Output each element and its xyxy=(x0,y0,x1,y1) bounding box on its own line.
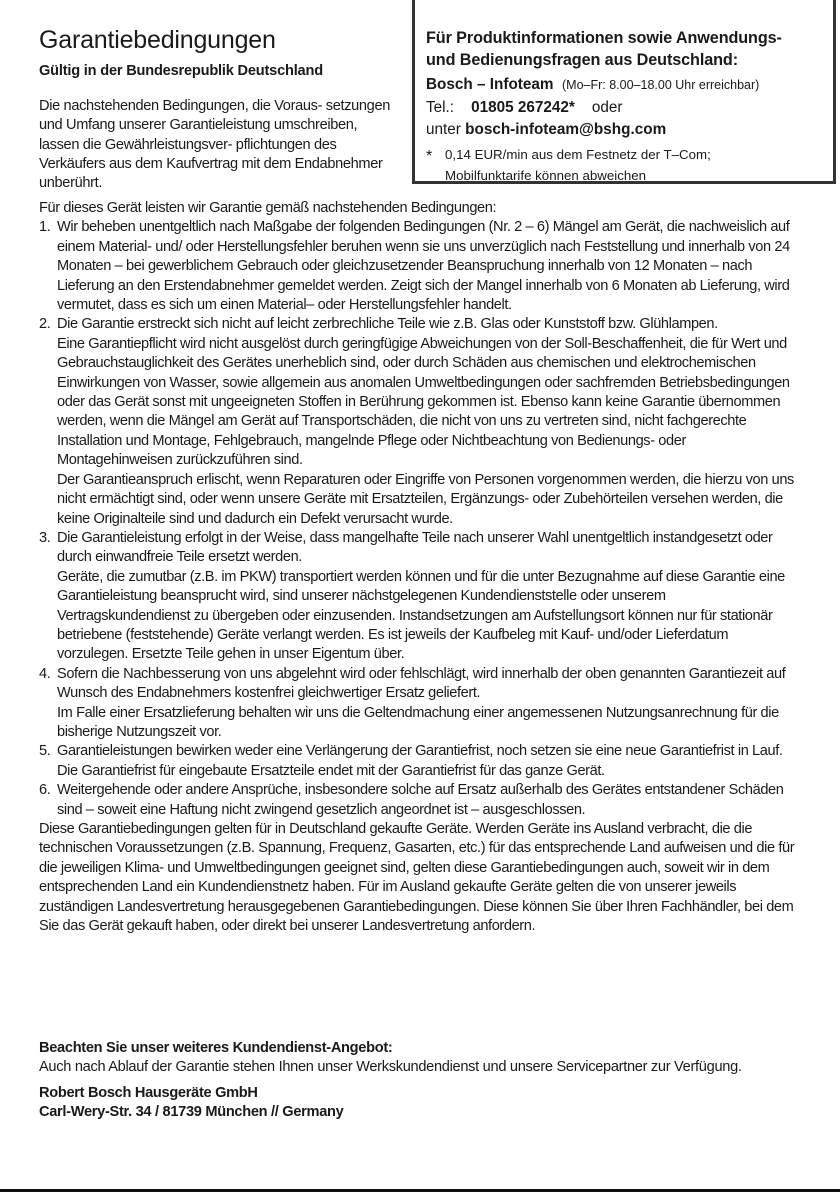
condition-paragraph: Im Falle einer Ersatzlieferung behalten wir uns die Geltendmachung einer angemessenen Nutzungsanrechnung für die bisherige Nutzungszeit vor. xyxy=(57,704,779,740)
asterisk-icon: * xyxy=(426,148,433,165)
condition-number: 3. xyxy=(39,529,51,546)
contact-note xyxy=(426,145,711,185)
contact-heading-line2: und Bedienungsfragen aus Deutschland: xyxy=(426,51,738,69)
warranty-conditions xyxy=(39,199,801,936)
condition-paragraph: Die Garantieleistung erfolgt in der Weise, dass mangelhafte Teile nach unserer Wahl unentgeltlich instandgesetzt oder durch einwandfreie Teile ersetzt werden. xyxy=(57,529,773,566)
condition-paragraph: Geräte, die zumutbar (z.B. im PKW) transportiert werden können und für die unter Bezugnahme auf diese Garantie eine Garantieleistung beansprucht wird, sind unserer nächstgelegenen Kundendienststelle oder unserem Vertragskundendienst zu übergeben oder einzusenden. Instandsetzungen am Aufstellungsort können nur für stationär betriebene (feststehende) Geräte verlangt werden. Es ist jeweils der Kaufbeleg mit Kauf- und/oder Lieferdatum vorzulegen. Ersetzte Teile gehen in unser Eigentum über. xyxy=(57,568,785,663)
page-title: Garantiebedingungen xyxy=(39,26,276,54)
condition-number: 1. xyxy=(39,219,51,236)
conditions-closing: Diese Garantiebedingungen gelten für in Deutschland gekaufte Geräte. Werden Geräte ins Ausland verbracht, die die technischen Voraussetzungen (z.B. Spannung, Frequenz, Gasarten, etc.) für das entsprechende Land aufweisen und die für die jeweiligen Klima- und Umweltbedingungen geeignet sind, gelten diese Garantiebedingungen auch, soweit wir in dem entsprechenden Land ein Kundendienstnetz haben. Für im Ausland gekaufte Geräte gelten die von unserer jeweils zuständigen Landesvertretung herausgegebenen Garantiebedingungen. Diese können Sie über Ihren Fachhändler, bei dem Sie das Gerät gekauft haben, oder direkt bei unserer Landesvertretung anfordern. xyxy=(39,821,795,935)
contact-email-prefix: unter xyxy=(426,121,461,138)
condition-item xyxy=(39,742,801,781)
contact-email-link[interactable]: bosch-infoteam@bshg.com xyxy=(465,121,667,138)
conditions-list xyxy=(39,218,801,820)
footer-text: Auch nach Ablauf der Garantie stehen Ihnen unser Werkskundendienst und unsere Servicepartner zur Verfügung. xyxy=(39,1059,742,1076)
company-address: Carl-Wery-Str. 34 / 81739 München // Germany xyxy=(39,1104,344,1121)
condition-item xyxy=(39,781,801,820)
contact-team: Bosch – Infoteam xyxy=(426,76,554,93)
condition-number: 4. xyxy=(39,665,51,682)
condition-item xyxy=(39,218,801,315)
intro-column xyxy=(39,26,399,193)
header-section xyxy=(0,0,840,190)
footer-section xyxy=(39,1039,801,1123)
contact-hours: (Mo–Fr: 8.00–18.00 Uhr erreichbar) xyxy=(562,78,760,92)
contact-tel-line xyxy=(426,99,622,117)
condition-number: 5. xyxy=(39,743,51,760)
contact-note-line1: 0,14 EUR/min aus dem Festnetz der T–Com; xyxy=(445,147,711,162)
contact-heading-line1: Für Produktinformationen sowie Anwendungs- xyxy=(426,29,782,47)
contact-team-line xyxy=(426,76,759,94)
contact-box xyxy=(412,0,836,184)
condition-paragraph: Garantieleistungen bewirken weder eine Verlängerung der Garantiefrist, noch setzen sie eine neue Garantiefrist in Lauf. Die Garantiefrist für eingebaute Ersatzteile endet mit der Garantiefrist für das ganze Gerät. xyxy=(57,743,783,779)
condition-paragraph: Sofern die Nachbesserung von uns abgelehnt wird oder fehlschlägt, wird innerhalb der oben genannten Garantiezeit auf Wunsch des Endabnehmers kostenfrei gleichwertiger Ersatz geliefert. xyxy=(57,665,786,702)
condition-paragraph: Die Garantie erstreckt sich nicht auf leicht zerbrechliche Teile wie z.B. Glas oder Kunststoff bzw. Glühlampen. xyxy=(57,316,718,333)
page-subtitle: Gültig in der Bundesrepublik Deutschland xyxy=(39,63,323,79)
condition-number: 2. xyxy=(39,316,51,333)
company-name: Robert Bosch Hausgeräte GmbH xyxy=(39,1084,258,1101)
contact-tel-or: oder xyxy=(591,99,623,116)
condition-number: 6. xyxy=(39,782,51,799)
condition-item xyxy=(39,315,801,528)
contact-tel-label: Tel.: xyxy=(426,99,455,116)
footer-heading: Beachten Sie unser weiteres Kundendienst-Angebot: xyxy=(39,1040,393,1056)
contact-heading xyxy=(426,27,782,71)
condition-paragraph: Wir beheben unentgeltlich nach Maßgabe der folgenden Bedingungen (Nr. 2 – 6) Mängel am Gerät, die nachweislich auf einem Material- und/ oder Herstellungsfehler beruhen wenn sie uns unverzüglich nach Feststellung und innerhalb von 24 Monaten – bei gewerblichem Gebrauch oder gleichzusetzender Beanspruchung innerhalb von 12 Monaten – nach Lieferung an den Erstendabnehmer gemeldet werden. Zeigt sich der Mangel innerhalb von 6 Monaten ab Lieferung, wird vermutet, dass es sich um einen Material– oder Herstellungsfehler handelt. xyxy=(57,219,790,314)
conditions-lead: Für dieses Gerät leisten wir Garantie gemäß nachstehenden Bedingungen: xyxy=(39,200,497,216)
contact-note-line2: Mobilfunktarife können abweichen xyxy=(445,168,647,183)
condition-item xyxy=(39,529,801,665)
condition-paragraph: Der Garantieanspruch erlischt, wenn Reparaturen oder Eingriffe von Personen vorgenommen werden, die hierzu von uns nicht ermächtigt sind, oder wenn unsere Geräte mit Ersatzteilen, Ergänzungs- oder Zubehörteilen versehen werden, die keine Originalteile sind und dadurch ein Defekt verursacht wurde. xyxy=(57,471,794,527)
contact-tel-number[interactable]: 01805 267242* xyxy=(471,99,575,116)
intro-paragraph: Die nachstehenden Bedingungen, die Voraus- setzungen und Umfang unserer Garantieleistung umschreiben, lassen die Gewährleistungsver- pflichtungen des Verkäufers aus dem Kaufvertrag mit dem Endabnehmer unberührt. xyxy=(39,98,390,192)
condition-paragraph: Eine Garantiepflicht wird nicht ausgelöst durch geringfügige Abweichungen von der Soll-Beschaffenheit, die für Wert und Gebrauchstauglichkeit des Gerätes unerheblich sind, oder durch Schäden aus chemischen und elektrochemischen Einwirkungen von Wasser, sowie allgemein aus anomalen Umweltbedingungen oder sachfremden Betriebsbedingungen oder das Gerät sonst mit ungeeigneten Stoffen in Berührung gekommen ist. Ebenso kann keine Garantie übernommen werden, wenn die Mängel am Gerät auf Transportschäden, die nicht von uns zu vertreten sind, nicht fachgerechte Installation und Montage, Fehlgebrauch, mangelnde Pflege oder Nichtbeachtung von Bedienungs- oder Montagehinweisen zurückzuführen sind. xyxy=(57,335,790,469)
condition-paragraph: Weitergehende oder andere Ansprüche, insbesondere solche auf Ersatz außerhalb des Gerätes entstandener Schäden sind – soweit eine Haftung nicht zwingend gesetzlich angeordnet ist – ausgeschlossen. xyxy=(57,782,784,818)
contact-email-line xyxy=(426,121,666,139)
condition-item xyxy=(39,665,801,743)
